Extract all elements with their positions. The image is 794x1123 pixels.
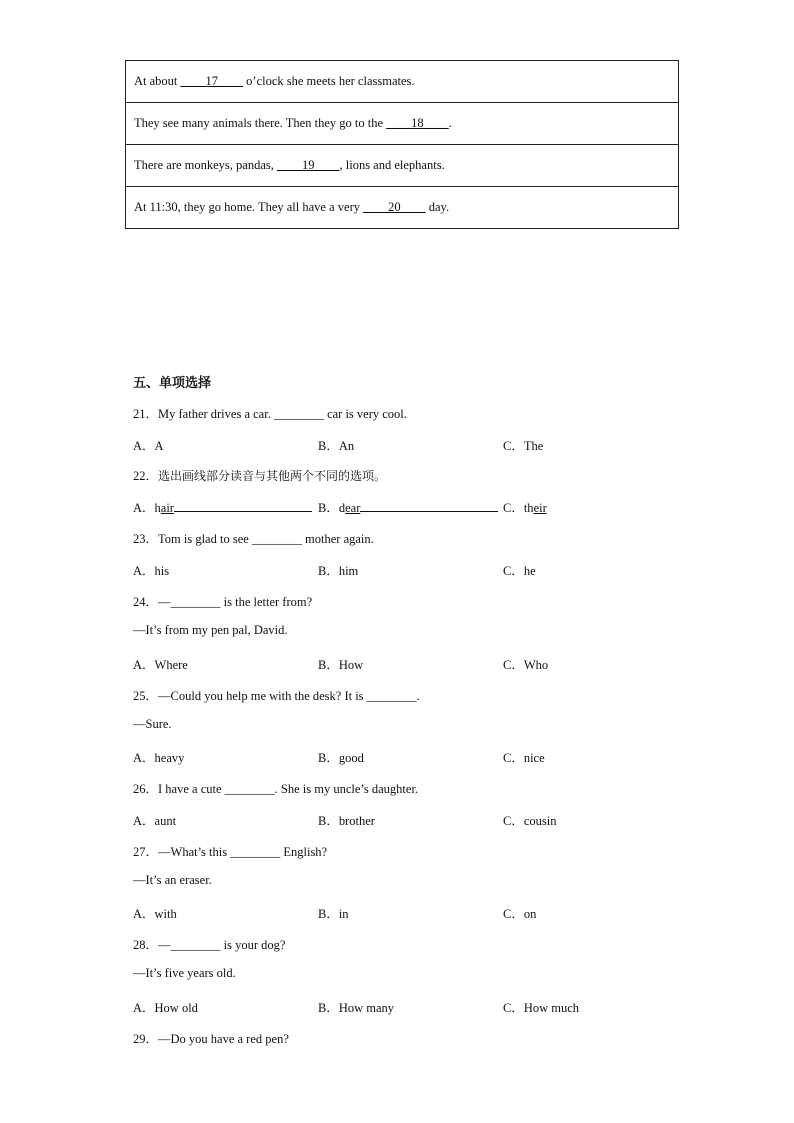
question-text: —Could you help me with the desk? It is [158, 689, 367, 703]
dialogue-reply: —Sure. [133, 717, 172, 731]
question-text: . [416, 689, 420, 703]
row-text: , lions and elephants. [339, 158, 445, 172]
question-text: is your dog? [220, 938, 286, 952]
question-number: 25． [133, 689, 159, 703]
question-text: car is very cool. [323, 407, 407, 421]
underline-rule [360, 499, 498, 512]
underlined-letters: ear [345, 501, 361, 515]
blank-19: ____19____ [277, 158, 340, 172]
dialogue-reply: —It’s an eraser. [133, 873, 212, 887]
question-text: English? [280, 845, 328, 859]
question-text: 选出画线部分读音与其他两个不同的选项。 [158, 469, 387, 483]
option-b[interactable]: B．him [318, 564, 359, 578]
option-b[interactable] [318, 498, 498, 516]
blank-17: ____17____ [180, 74, 244, 88]
question-number: 22． [133, 469, 159, 483]
question-number: 21． [133, 407, 159, 421]
table-row [126, 103, 679, 145]
answer-blank: ________ [273, 407, 324, 421]
option-label: B．d [318, 501, 346, 515]
question-21 [133, 404, 407, 422]
section-title: 五、单项选择 [133, 376, 212, 391]
option-c[interactable]: C．nice [503, 751, 545, 765]
row-text: They see many animals there. Then they go to the [134, 116, 387, 130]
answer-blank: ________ [251, 532, 302, 546]
blank-20: ____20____ [363, 200, 426, 214]
question-number: 29． [133, 1032, 159, 1046]
question-number: 26． [133, 782, 159, 796]
question-25 [133, 686, 420, 704]
table-cell [126, 103, 679, 145]
question-text: I have a cute [158, 782, 225, 796]
question-26 [133, 779, 418, 797]
option-b[interactable]: B．good [318, 751, 364, 765]
row-text: At 11:30, they go home. They all have a very [134, 200, 364, 214]
answer-blank: ________ [170, 938, 221, 952]
question-29 [133, 1029, 289, 1047]
cloze-table [125, 60, 679, 229]
dialogue-reply: —It’s five years old. [133, 966, 236, 980]
row-text: There are monkeys, pandas, [134, 158, 277, 172]
underlined-letters: eir [533, 501, 547, 515]
option-c[interactable]: C．The [503, 439, 544, 453]
question-text: is the letter from? [220, 595, 313, 609]
answer-blank: ________ [170, 595, 221, 609]
question-text: — [158, 938, 171, 952]
question-number: 28． [133, 938, 159, 952]
question-number: 24． [133, 595, 159, 609]
dialogue-reply: —It’s from my pen pal, David. [133, 623, 288, 637]
option-b[interactable]: B．brother [318, 814, 375, 828]
option-a[interactable]: A．with [133, 907, 177, 921]
question-text: —What’s this [158, 845, 231, 859]
option-b[interactable]: B．An [318, 439, 355, 453]
option-c[interactable]: C．he [503, 564, 536, 578]
option-b[interactable]: B．How many [318, 1001, 395, 1015]
option-c[interactable]: C．on [503, 907, 537, 921]
question-number: 27． [133, 845, 159, 859]
answer-blank: ________ [366, 689, 417, 703]
question-22 [133, 466, 386, 484]
option-a[interactable]: A．aunt [133, 814, 177, 828]
question-text: . She is my uncle’s daughter. [274, 782, 419, 796]
question-27 [133, 842, 327, 860]
option-a[interactable]: A．heavy [133, 751, 185, 765]
question-23 [133, 529, 374, 547]
table-cell [126, 187, 679, 229]
question-text: — [158, 595, 171, 609]
row-text: . [448, 116, 452, 130]
question-text: —Do you have a red pen? [158, 1032, 289, 1046]
option-c[interactable] [503, 498, 547, 516]
option-c[interactable]: C．Who [503, 658, 549, 672]
option-c[interactable]: C．How much [503, 1001, 580, 1015]
option-a[interactable]: A．A [133, 439, 164, 453]
question-number: 23． [133, 532, 159, 546]
underline-rule [174, 499, 312, 512]
option-a[interactable]: A．his [133, 564, 170, 578]
question-text: mother again. [301, 532, 374, 546]
table-row [126, 61, 679, 103]
question-28 [133, 935, 285, 953]
table-cell [126, 61, 679, 103]
blank-18: ____18____ [386, 116, 449, 130]
row-text: At about [134, 74, 181, 88]
table-row [126, 145, 679, 187]
option-label: A．h [133, 501, 161, 515]
option-label: C．th [503, 501, 534, 515]
answer-blank: ________ [224, 782, 275, 796]
option-a[interactable]: A．Where [133, 658, 188, 672]
answer-blank: ________ [230, 845, 281, 859]
underlined-letters: air [160, 501, 174, 515]
option-a[interactable] [133, 498, 312, 516]
question-text: Tom is glad to see [158, 532, 252, 546]
question-text: My father drives a car. [158, 407, 274, 421]
option-a[interactable]: A．How old [133, 1001, 198, 1015]
table-row [126, 187, 679, 229]
row-text: day. [425, 200, 450, 214]
row-text: o’clock she meets her classmates. [243, 74, 415, 88]
option-c[interactable]: C．cousin [503, 814, 557, 828]
option-b[interactable]: B．in [318, 907, 349, 921]
option-b[interactable]: B．How [318, 658, 364, 672]
question-24 [133, 592, 312, 610]
table-cell [126, 145, 679, 187]
